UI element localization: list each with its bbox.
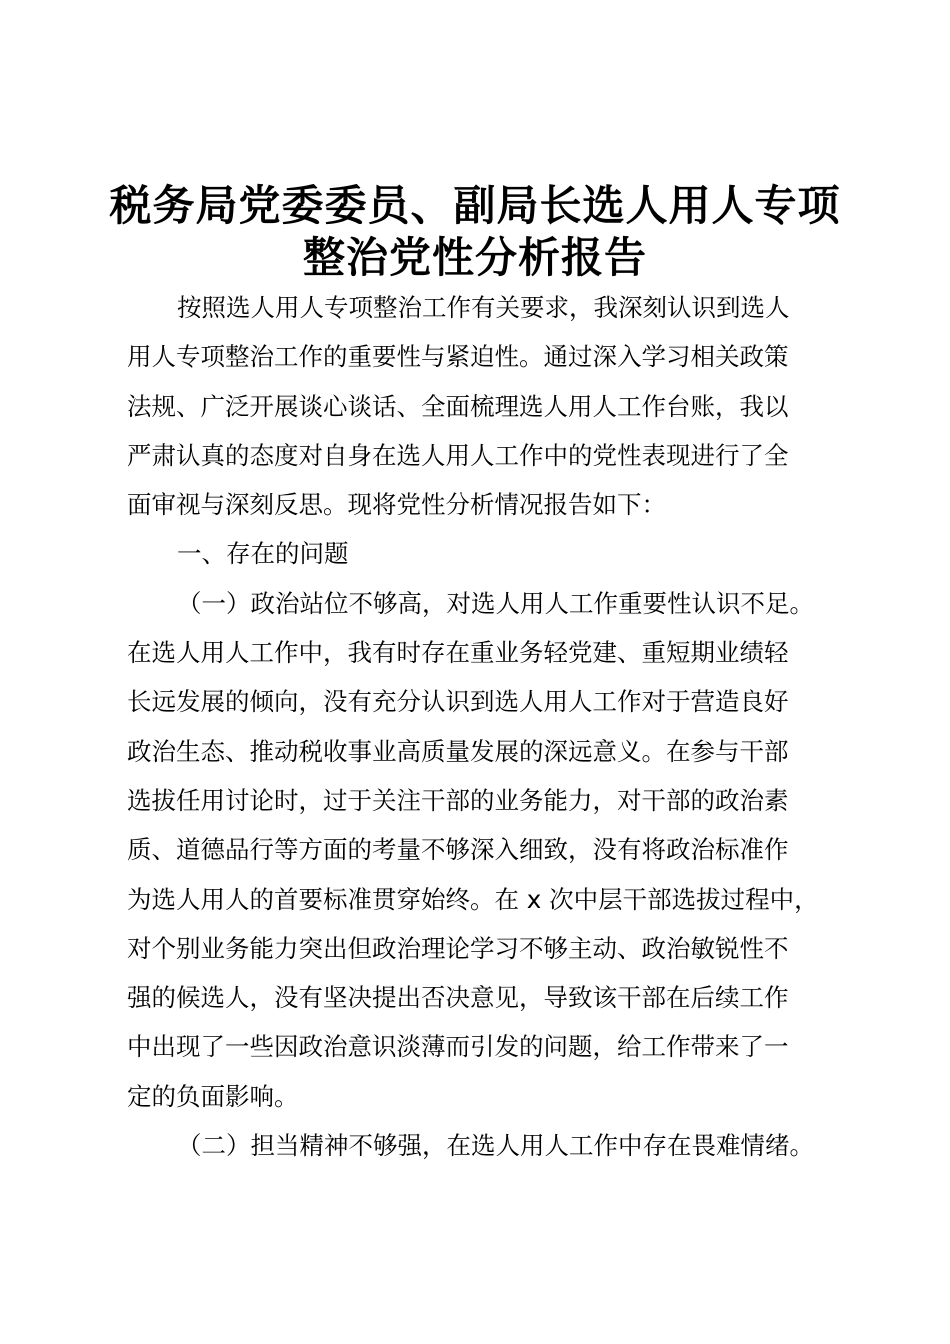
intro-paragraph-line: 法规、广泛开展谈心谈话、全面梳理选人用人工作台账，我以 [127,391,789,421]
document-title-line-2: 整治党性分析报告 [302,233,647,282]
subsection-1-heading: （一）政治站位不够高，对选人用人工作重要性认识不足。 [177,588,814,618]
subsection-1-line: 定的负面影响。 [127,1081,299,1111]
intro-paragraph-line: 用人专项整治工作的重要性与紧迫性。通过深入学习相关政策 [127,342,789,372]
intro-paragraph-line: 面审视与深刻反思。现将党性分析情况报告如下： [127,490,666,520]
subsection-1-line: 质、道德品行等方面的考量不够深入细致，没有将政治标准作 [127,835,789,865]
subsection-1-line: 对个别业务能力突出但政治理论学习不够主动、政治敏锐性不 [127,933,789,963]
subsection-1-line: 长远发展的倾向，没有充分认识到选人用人工作对于营造良好 [127,687,789,717]
subsection-1-line: 强的候选人，没有坚决提出否决意见，导致该干部在后续工作 [127,983,789,1013]
subsection-1-line: 政治生态、推动税收事业高质量发展的深远意义。在参与干部 [127,736,789,766]
subsection-1-line: 在选人用人工作中，我有时存在重业务轻党建、重短期业绩轻 [127,638,789,668]
subsection-1-line: 为选人用人的首要标准贯穿始终。在 x 次中层干部选拔过程中， [127,884,819,914]
document-title-line-1: 税务局党委委员、副局长选人用人专项 [109,181,841,230]
subsection-1-line: 中出现了一些因政治意识淡薄而引发的问题，给工作带来了一 [127,1032,789,1062]
intro-paragraph-line: 按照选人用人专项整治工作有关要求，我深刻认识到选人 [177,293,790,322]
intro-paragraph-line: 严肃认真的态度对自身在选人用人工作中的党性表现进行了全 [127,440,789,470]
subsection-2-heading: （二）担当精神不够强，在选人用人工作中存在畏难情绪。 [177,1131,814,1161]
section-heading: 一、存在的问题 [177,539,349,569]
subsection-1-line: 选拔任用讨论时，过于关注干部的业务能力，对干部的政治素 [127,785,789,815]
document-body [127,283,847,1170]
